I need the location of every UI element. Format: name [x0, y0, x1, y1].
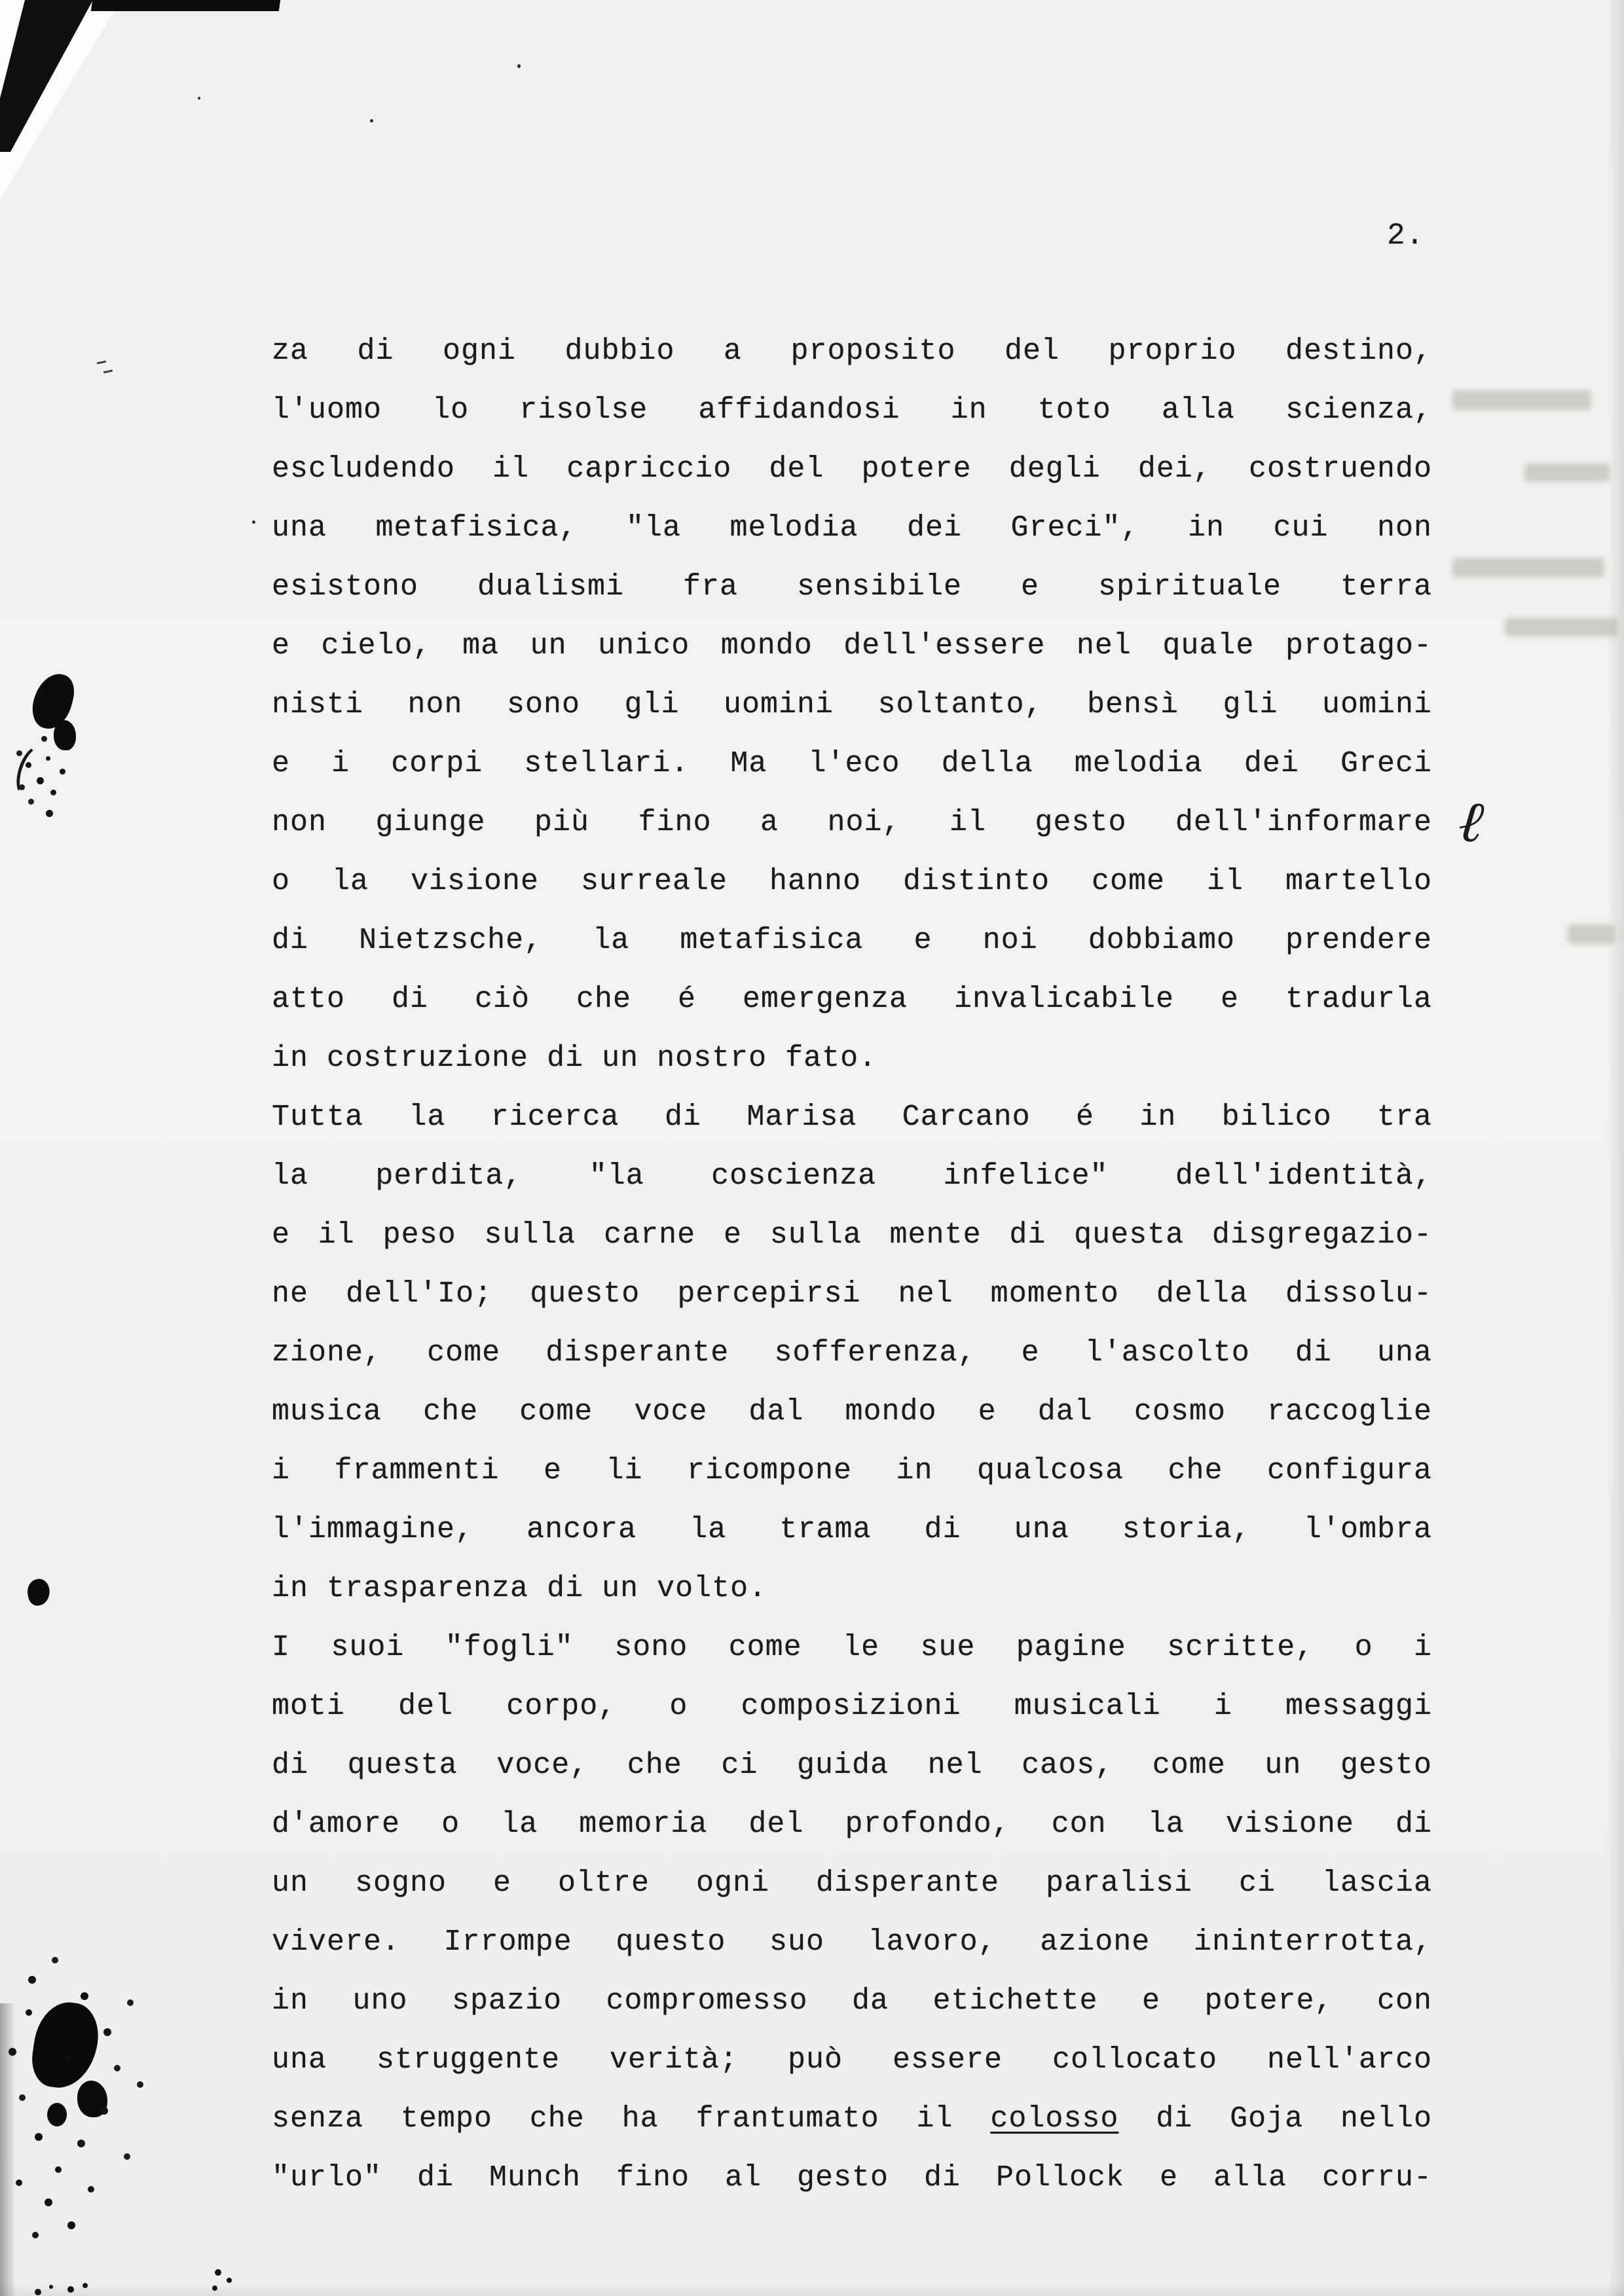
text-line: nisti non sono gli uomini soltanto, bensì gli uomini: [272, 688, 1432, 721]
text-line: escludendo il capriccio del potere degli dei, costruendo: [272, 452, 1432, 486]
bleed-through-ghost: [1568, 924, 1615, 944]
dust-speck: [517, 64, 521, 68]
dust-speck: [370, 119, 373, 122]
text-line: l'uomo lo risolse affidandosi in toto alla scienza,: [272, 393, 1432, 427]
ink-stroke-artifact: [10, 742, 54, 801]
bleed-through-ghost: [1452, 558, 1604, 577]
bleed-through-ghost: [1452, 390, 1591, 410]
ink-speckles-lower: [65, 2056, 71, 2061]
text-line: o la visione surreale hanno distinto come il martello: [272, 865, 1432, 898]
text-line: in costruzione di un nostro fato.: [272, 1042, 877, 1075]
text-line: esistono dualismi fra sensibile e spirituale terra: [272, 570, 1432, 604]
text-line: una struggente verità; può essere collocato nell'arco: [272, 2043, 1432, 2077]
text-line: in uno spazio compromesso da etichette e potere, con: [272, 1984, 1432, 2018]
text-line: za di ogni dubbio a proposito del proprio destino,: [272, 335, 1432, 368]
bleed-through-ghost: [1505, 618, 1617, 636]
ink-speckles-upper: [46, 756, 50, 761]
text-line: ne dell'Io; questo percepirsi nel momento della dissolu-: [272, 1277, 1432, 1311]
text-line: "urlo" di Munch fino al gesto di Pollock e alla corru-: [272, 2161, 1432, 2195]
text-line: in trasparenza di un volto.: [272, 1572, 767, 1605]
text-line: e i corpi stellari. Ma l'eco della melodia dei Greci: [272, 747, 1432, 780]
text-line: i frammenti e li ricompone in qualcosa che configura: [272, 1454, 1432, 1487]
paper-edge-streak: [0, 2003, 16, 2296]
text-line: zione, come disperante sofferenza, e l'ascolto di una: [272, 1336, 1432, 1370]
handwritten-correction: ℓ: [1455, 786, 1486, 856]
page-number: 2.: [1387, 219, 1425, 253]
text-line: l'immagine, ancora la trama di una storia, l'ombra: [272, 1513, 1432, 1546]
text-line: moti del corpo, o composizioni musicali i messaggi: [272, 1690, 1432, 1723]
smudge-dash: [103, 370, 113, 374]
text-line: e il peso sulla carne e sulla mente di questa disgregazio-: [272, 1218, 1432, 1252]
text-line: una metafisica, "la melodia dei Greci", in cui non: [272, 511, 1432, 545]
text-line: senza tempo che ha frantumato il colosso di Goja nello: [272, 2102, 1432, 2136]
text-line: un sogno e oltre ogni disperante paralisi ci lascia: [272, 1867, 1432, 1900]
text-line: I suoi "fogli" sono come le sue pagine scritte, o i: [272, 1631, 1432, 1664]
bleed-through-ghost: [1524, 464, 1610, 482]
smudge-dash: [97, 361, 106, 365]
dust-speck: [252, 520, 255, 524]
text-line: d'amore o la memoria del profondo, con la visione di: [272, 1808, 1432, 1841]
text-line: atto di ciò che é emergenza invalicabile e tradurla: [272, 983, 1432, 1016]
text-line: non giunge più fino a noi, il gesto dell'informare: [272, 806, 1432, 839]
ink-blot-lower-secondary: [77, 2081, 107, 2117]
text-line: di questa voce, che ci guida nel caos, come un gesto: [272, 1749, 1432, 1782]
ink-blot-lower-tertiary: [47, 2103, 67, 2126]
ink-blot-upper-secondary: [54, 720, 76, 750]
scanner-edge-bar: [91, 0, 280, 11]
paper-edge-shadow-right: [1607, 0, 1624, 2296]
ink-blot-lower: [28, 1998, 102, 2092]
text-line: e cielo, ma un unico mondo dell'essere nel quale protago-: [272, 629, 1432, 663]
typewritten-text: [272, 322, 1432, 2208]
text-line: di Nietzsche, la metafisica e noi dobbiamo prendere: [272, 924, 1432, 957]
dust-speck: [198, 97, 200, 100]
text-line: musica che come voce dal mondo e dal cosmo raccoglie: [272, 1395, 1432, 1429]
paper-edge-shadow-bottom: [0, 2284, 1624, 2296]
text-line: la perdita, "la coscienza infelice" dell'identità,: [272, 1159, 1432, 1193]
text-line: vivere. Irrompe questo suo lavoro, azione ininterrotta,: [272, 1925, 1432, 1959]
text-line: Tutta la ricerca di Marisa Carcano é in bilico tra: [272, 1101, 1432, 1134]
ink-blot-middle: [25, 1577, 52, 1607]
